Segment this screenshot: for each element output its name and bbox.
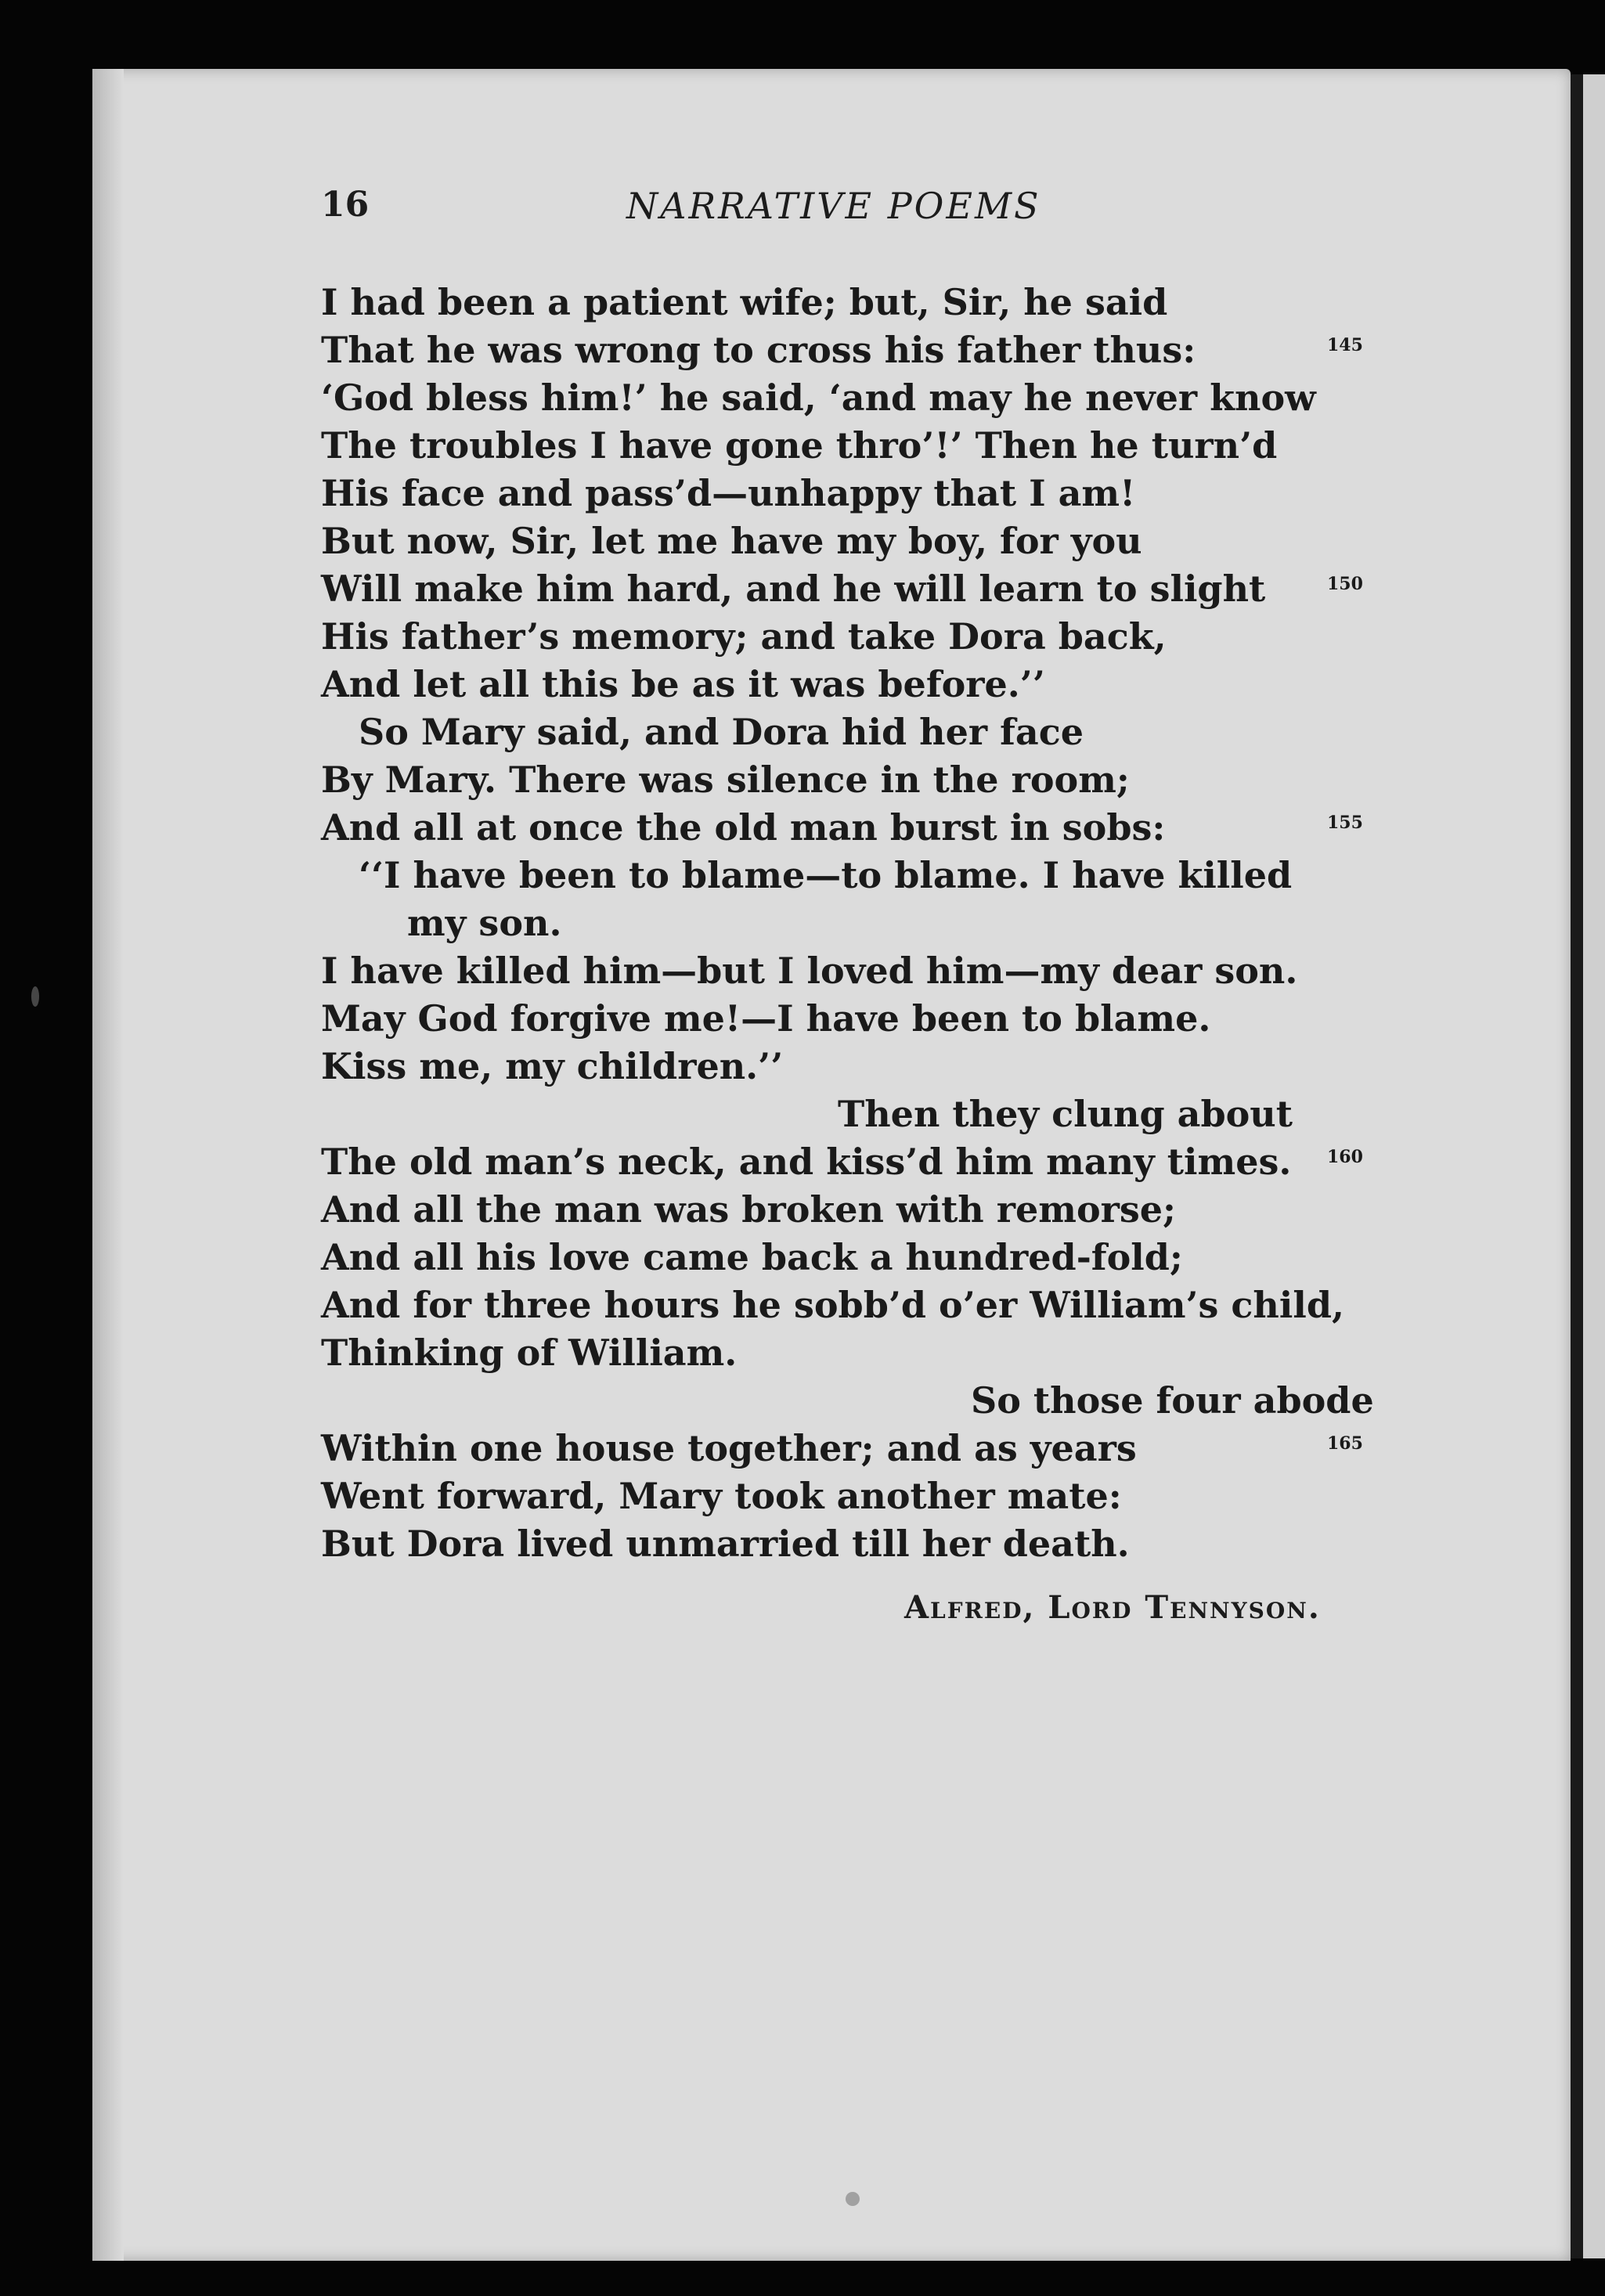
poem-line — [321, 1186, 1362, 1234]
poem-line-text: I had been a patient wife; but, Sir, he said — [321, 281, 1168, 323]
poem-line-text: Within one house together; and as years — [321, 1427, 1137, 1469]
page-binding-shadow — [92, 69, 124, 2261]
poem-line — [321, 995, 1362, 1043]
poem-line — [321, 756, 1362, 804]
poem-line — [321, 708, 1362, 756]
poem-line — [321, 852, 1362, 899]
poem-line-text: Will make him hard, and he will learn to slight — [321, 568, 1266, 610]
poem-line-text: And all at once the old man burst in sobs: — [321, 806, 1166, 849]
poem-line-text: The troubles I have gone thro’!’ Then he turn’d — [321, 424, 1278, 467]
poem-line — [321, 1472, 1362, 1520]
poem-line — [321, 1377, 1374, 1425]
poem-line — [321, 517, 1362, 565]
scan-smudge — [846, 2192, 860, 2206]
poem-line-text: my son. — [407, 902, 562, 944]
poem-line — [321, 661, 1362, 708]
poem-line-text: His father’s memory; and take Dora back, — [321, 615, 1167, 658]
poem-line-text: Went forward, Mary took another mate: — [321, 1475, 1122, 1517]
poem-line-text: And for three hours he sobb’d o’er William’s child, — [321, 1284, 1345, 1326]
poem-line — [321, 1138, 1362, 1186]
poem-line-text: So Mary said, and Dora hid her face — [359, 711, 1084, 753]
poem-line-text: And let all this be as it was before.’’ — [321, 663, 1045, 705]
poem-line-text: His face and pass’d—unhappy that I am! — [321, 472, 1136, 514]
poem-line — [321, 422, 1362, 470]
poem-line — [321, 804, 1362, 852]
poem-line — [321, 1329, 1362, 1377]
poem-line — [321, 470, 1362, 517]
page-header — [321, 185, 1362, 240]
poem-line-text: Kiss me, my children.’’ — [321, 1045, 784, 1087]
page-number: 16 — [321, 185, 370, 225]
poem-body — [321, 279, 1374, 1568]
poem-line-text: That he was wrong to cross his father thus: — [321, 329, 1196, 371]
poem-attribution: Alfred, Lord Tennyson. — [904, 1589, 1321, 1626]
page-gutter — [1571, 74, 1583, 2258]
poem-line-text: ‘‘I have been to blame—to blame. I have killed — [359, 854, 1293, 896]
poem-line — [321, 1090, 1362, 1138]
poem-line-text: But now, Sir, let me have my boy, for you — [321, 520, 1142, 562]
poem-line-text: So those four abode — [971, 1379, 1374, 1422]
line-number: 155 — [1327, 813, 1363, 833]
line-number: 165 — [1327, 1433, 1363, 1454]
poem-line-text: But Dora lived unmarried till her death. — [321, 1523, 1130, 1565]
facing-page-edge — [1583, 74, 1605, 2258]
poem-line — [321, 947, 1362, 995]
scan-smudge — [31, 986, 39, 1007]
poem-line-text: And all the man was broken with remorse; — [321, 1188, 1177, 1231]
poem-line — [321, 1043, 1362, 1090]
poem-line — [321, 1520, 1362, 1568]
poem-line-text: By Mary. There was silence in the room; — [321, 759, 1130, 801]
poem-line — [321, 326, 1362, 374]
poem-line-text: And all his love came back a hundred-fold; — [321, 1236, 1183, 1278]
poem-line-text: Then they clung about — [838, 1093, 1293, 1135]
poem-line — [321, 1281, 1362, 1329]
poem-line-text: I have killed him—but I loved him—my dear son. — [321, 950, 1298, 992]
poem-line — [321, 374, 1362, 422]
line-number: 160 — [1327, 1147, 1363, 1167]
poem-line-text: ‘God bless him!’ he said, ‘and may he never know — [321, 377, 1316, 419]
poem-line — [321, 1234, 1362, 1281]
line-number: 145 — [1327, 335, 1363, 355]
poem-line — [321, 279, 1362, 326]
poem-line — [321, 899, 1362, 947]
poem-line — [321, 565, 1362, 613]
running-title: NARRATIVE POEMS — [626, 185, 1041, 227]
poem-line-text: The old man’s neck, and kiss’d him many times. — [321, 1141, 1292, 1183]
line-number: 150 — [1327, 574, 1363, 594]
poem-line — [321, 613, 1362, 661]
poem-line-text: Thinking of William. — [321, 1332, 738, 1374]
poem-line-text: May God forgive me!—I have been to blame. — [321, 997, 1211, 1040]
poem-line — [321, 1425, 1362, 1472]
